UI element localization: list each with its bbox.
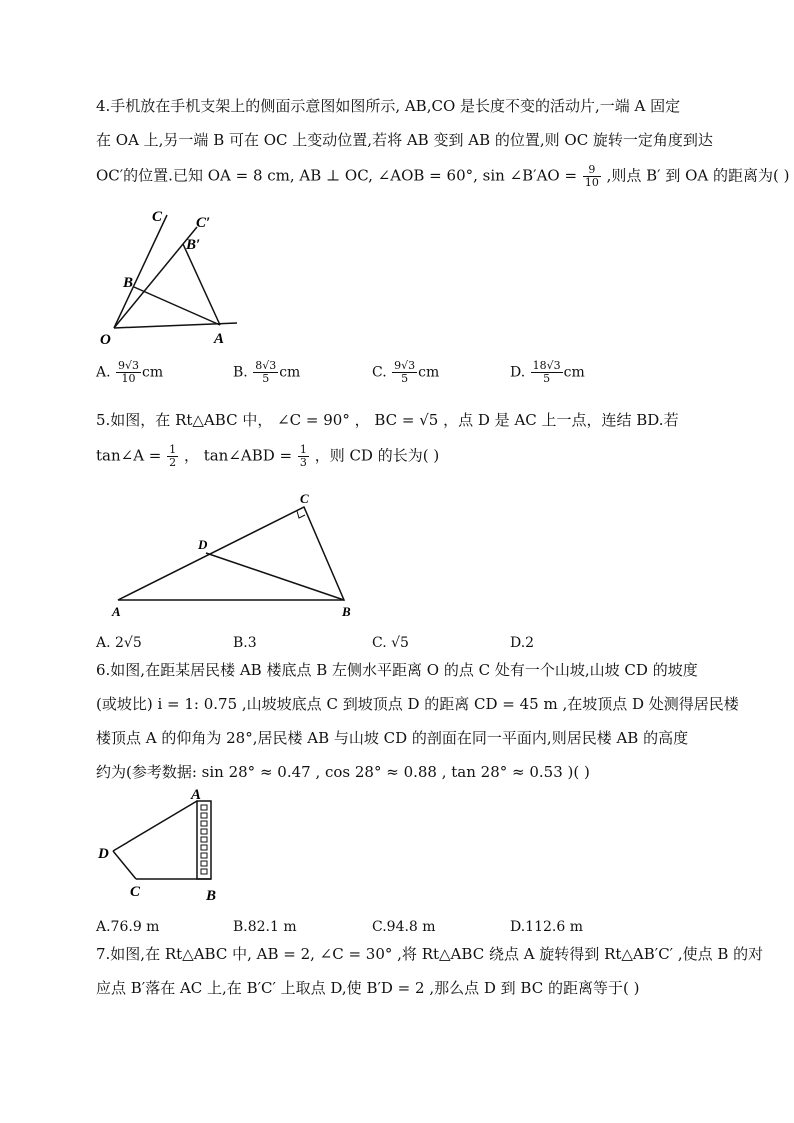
q6-label-c: C — [130, 884, 141, 900]
q6-line-3: 楼顶点 A 的仰角为 28°,居民楼 AB 与山坡 CD 的剖面在同一平面内,则居民楼 AB 的高度 — [96, 729, 689, 747]
q5-label-a: A — [112, 604, 121, 619]
q6-option-d[interactable]: D.112.6 m — [510, 919, 583, 935]
q6-label-d: D — [98, 846, 109, 862]
q4-ray-oc — [114, 215, 167, 328]
q6-option-a[interactable]: A.76.9 m — [96, 919, 160, 935]
q4-line-3a: OC′的位置.已知 OA = 8 cm, AB ⊥ OC, ∠AOB = 60°, sin ∠B′AO = — [96, 166, 578, 185]
q5-segment-bd — [206, 553, 344, 600]
q6-label-a: A — [191, 787, 202, 803]
q4-label-c: C — [152, 209, 163, 225]
q5-line-1: 5.如图，在 Rt△ABC 中， ∠C = 90° ， BC = √5 ，点 D 是 AC 上一点，连结 BD.若 — [96, 411, 679, 429]
q4-option-d[interactable]: D. $\frac{18√3}{5}$ cm — [510, 359, 585, 385]
q7-line-1: 7.如图,在 Rt△ABC 中, AB = 2, ∠C = 30° ,将 Rt△ABC 绕点 A 旋转得到 Rt△AB′C′ ,使点 B 的对 — [96, 945, 764, 963]
q5-label-b: B — [342, 604, 351, 619]
q6-option-b[interactable]: B.82.1 m — [233, 919, 297, 935]
q4-option-a[interactable]: A. $\frac{9√3}{10}$ cm — [96, 359, 164, 385]
q6-option-c[interactable]: C.94.8 m — [372, 919, 436, 935]
q5-figure — [106, 490, 366, 622]
q6-label-b: B — [206, 888, 217, 904]
q4-option-b[interactable]: B. $\frac{8√3}{5}$ cm — [233, 359, 301, 385]
q4-segment-ab — [134, 287, 220, 325]
q4-label-b: B — [123, 275, 134, 291]
q5-label-c: C — [300, 491, 309, 506]
q5-option-c[interactable]: C. √5 — [372, 635, 409, 651]
q4-line-3 — [96, 164, 789, 189]
q5-right-angle-mark — [297, 511, 305, 518]
q4-frac-num: 9 — [583, 164, 601, 177]
q5-line-2: tan∠A = $\frac{1}{2}$ ， tan∠ABD = $\frac{1}{3}$ ，则 CD 的长为( ) — [96, 443, 440, 469]
q4-fraction — [583, 164, 601, 189]
q4-segment-abp — [183, 244, 220, 325]
q4-line-1: 4.手机放在手机支架上的侧面示意图如图所示, AB,CO 是长度不变的活动片,一端 A 固定 — [96, 97, 681, 115]
q4-line-3b: ,则点 B′ 到 OA 的距离为( ) — [606, 166, 790, 185]
q4-line-2: 在 OA 上,另一端 B 可在 OC 上变动位置,若将 AB 变到 AB 的位置,则 OC 旋转一定角度到达 — [96, 131, 713, 149]
q4-label-o: O — [100, 332, 111, 348]
q6-line-1: 6.如图,在距某居民楼 AB 楼底点 B 左侧水平距离 O 的点 C 处有一个山坡,山坡 CD 的坡度 — [96, 661, 698, 679]
q5-option-d[interactable]: D.2 — [510, 635, 535, 651]
q7-line-2: 应点 B′落在 AC 上,在 B′C′ 上取点 D,使 B′D = 2 ,那么点 D 到 BC 的距离等于( ) — [96, 979, 640, 997]
q4-label-cp: C′ — [196, 215, 211, 231]
q6-building-windows — [201, 805, 207, 874]
q4-label-bp: B′ — [186, 237, 201, 253]
q5-triangle-abc — [118, 507, 344, 600]
q4-frac-den: 10 — [584, 176, 599, 189]
q4-figure — [96, 205, 246, 350]
q5-label-d: D — [198, 537, 208, 552]
q5-option-a[interactable]: A. 2√5 — [96, 635, 142, 651]
q6-figure — [94, 784, 234, 906]
q4-label-a: A — [214, 331, 225, 347]
q6-line-dc — [113, 851, 136, 879]
q6-line-4: 约为(参考数据: sin 28° ≈ 0.47 , cos 28° ≈ 0.88 , tan 28° ≈ 0.53 )( ) — [96, 763, 590, 781]
q6-line-da — [113, 801, 197, 851]
q5-option-b[interactable]: B.3 — [233, 635, 257, 651]
q4-option-c[interactable]: C. $\frac{9√3}{5}$ cm — [372, 359, 440, 385]
q6-line-2: (或坡比) i = 1: 0.75 ,山坡坡底点 C 到坡顶点 D 的距离 CD = 45 m ,在坡顶点 D 处测得居民楼 — [96, 695, 739, 713]
